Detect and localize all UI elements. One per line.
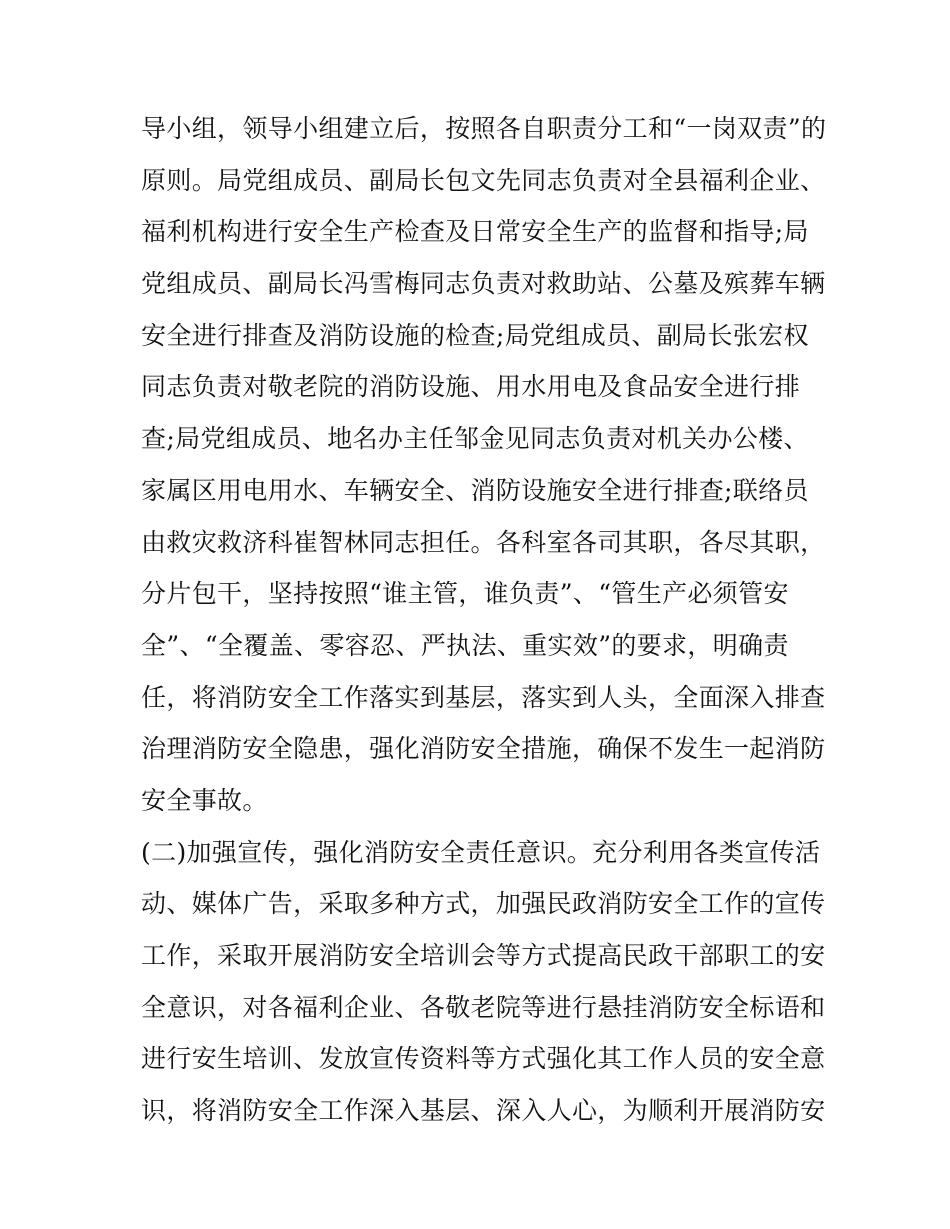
text-line: 分片包干，坚持按照“谁主管，谁负责”、“管生产必须管安 bbox=[141, 579, 789, 609]
text-line: 工作，采取开展消防安全培训会等方式提高民政干部职工的安 bbox=[141, 941, 826, 970]
section-heading-line: (二)加强宣传，强化消防安全责任意识。充分利用各类宣传活 bbox=[141, 837, 821, 867]
text-line: 党组成员、副局长冯雪梅同志负责对救助站、公墓及殡葬车辆 bbox=[141, 269, 826, 299]
text-line: 原则。局党组成员、副局长包文先同志负责对全县福利企业、 bbox=[141, 165, 826, 195]
text-line: 全意识，对各福利企业、各敬老院等进行悬挂消防安全标语和 bbox=[141, 992, 826, 1022]
text-line: 由救灾救济科崔智林同志担任。各科室各司其职，各尽其职， bbox=[141, 527, 826, 557]
text-line: 导小组，领导小组建立后，按照各自职责分工和“一岗双责”的 bbox=[141, 114, 827, 143]
text-line: 全”、“全覆盖、零容忍、严执法、重实效”的要求，明确责 bbox=[141, 630, 789, 660]
document-body bbox=[141, 103, 827, 1137]
text-line: 进行安生培训、发放宣传资料等方式强化其工作人员的安全意 bbox=[141, 1044, 826, 1074]
text-line: 任，将消防安全工作落实到基层，落实到人头，全面深入排查 bbox=[141, 682, 826, 712]
text-line: 安全事故。 bbox=[141, 785, 268, 815]
text-line: 动、媒体广告，采取多种方式，加强民政消防安全工作的宣传 bbox=[141, 889, 826, 919]
text-line: 安全进行排查及消防设施的检查;局党组成员、副局长张宏权 bbox=[141, 320, 809, 350]
text-line: 查;局党组成员、地名办主任邹金见同志负责对机关办公楼、 bbox=[141, 424, 809, 454]
text-line: 同志负责对敬老院的消防设施、用水用电及食品安全进行排 bbox=[141, 372, 801, 402]
text-line: 识，将消防安全工作深入基层、深入人心，为顺利开展消防安 bbox=[141, 1096, 826, 1126]
text-line: 治理消防安全隐患，强化消防安全措施，确保不发生一起消防 bbox=[141, 734, 826, 764]
text-line: 福利机构进行安全生产检查及日常安全生产的监督和指导;局 bbox=[141, 217, 809, 247]
text-line: 家属区用电用水、车辆安全、消防设施安全进行排查;联络员 bbox=[141, 475, 809, 505]
